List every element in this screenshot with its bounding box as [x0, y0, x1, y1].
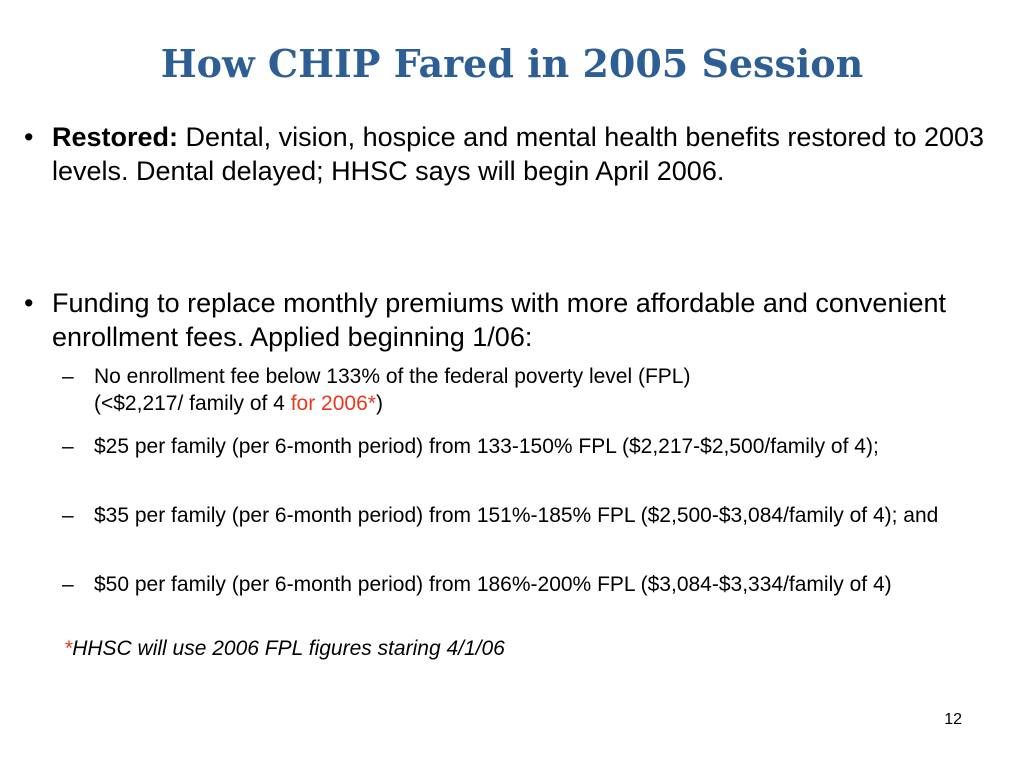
sub-bullet-text: $50 per family (per 6-month period) from 186%-200% FPL ($3,084-$3,334/family of 4)	[94, 573, 892, 596]
bullet-body: Dental, vision, hospice and mental health benefits restored to 2003 levels. Dental delayed; HHSC says will begin April 2006.	[52, 122, 985, 186]
bullet-marker: •	[24, 288, 34, 318]
sub-bullet-text: $35 per family (per 6-month period) from 151%-185% FPL ($2,500-$3,084/family of 4); and	[94, 504, 939, 527]
bullet-body: Funding to replace monthly premiums with more affordable and convenient enrollment fees. Applied beginning 1/06:	[52, 288, 946, 352]
slide-title: How CHIP Fared in 2005 Session	[160, 41, 864, 86]
bullet-restored	[24, 120, 1014, 230]
sub-bullet-marker: –	[62, 365, 74, 388]
sub-bullet-35-fee	[62, 502, 962, 558]
bullet-funding	[24, 286, 1014, 356]
sub-bullet-marker: –	[62, 435, 74, 458]
highlight-for-2006: for 2006*	[290, 392, 376, 415]
sub-bullet-text: $25 per family (per 6-month period) from 133-150% FPL ($2,217-$2,500/family of 4);	[94, 435, 879, 458]
sub-bullet-marker: –	[62, 504, 74, 527]
sub-bullet-line2-suffix: )	[375, 392, 383, 415]
bullet-text	[52, 120, 1014, 188]
bullet-bold-label: Restored:	[52, 122, 179, 152]
footnote-text: HHSC will use 2006 FPL figures staring 4/1/06	[72, 637, 505, 660]
sub-bullet-no-fee	[62, 363, 962, 419]
sub-bullet-25-fee	[62, 433, 962, 489]
footnote	[64, 635, 864, 662]
sub-bullet-line2-prefix: (<$2,217/ family of 4	[94, 392, 291, 415]
sub-bullet-50-fee	[62, 571, 962, 627]
sub-bullet-line1: No enrollment fee below 133% of the federal poverty level (FPL)	[94, 365, 691, 388]
footnote-asterisk: *	[64, 637, 73, 660]
page-number: 12	[944, 711, 962, 728]
sub-bullet-marker: –	[62, 573, 74, 596]
bullet-marker: •	[24, 122, 34, 152]
sub-bullet-text	[94, 363, 960, 417]
